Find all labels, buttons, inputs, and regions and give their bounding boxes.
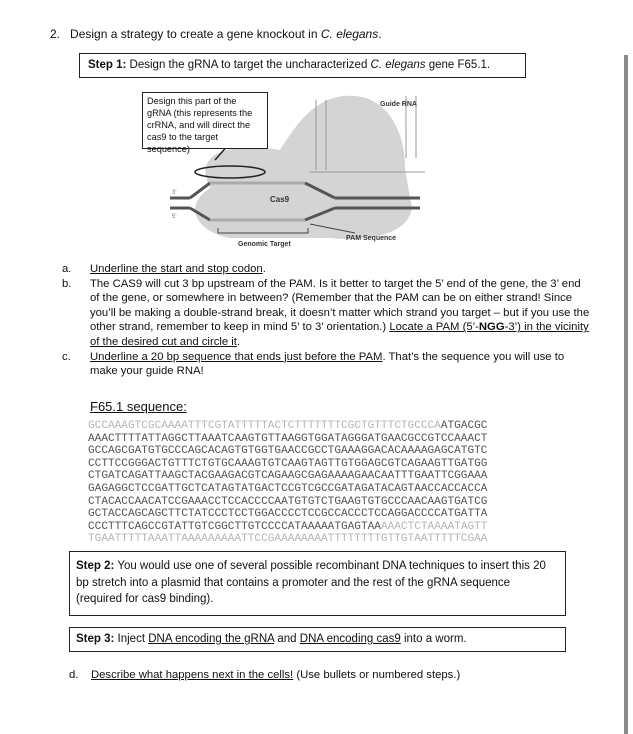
sequence-line: CTGATCAGATTAAGCTACGAAGACGTCAGAAGCGAGAAAAGAACAATTTGAATTCGGAAA (88, 470, 488, 483)
punct: . (378, 27, 382, 41)
item-c-underlined: Underline a 20 bp sequence that ends just before the PAM (90, 350, 383, 363)
cds-end: CCCTTTCAGCCGTATTGTCGGCTTGTCCCCATAAAAATGAGTAA (88, 520, 381, 533)
item-b (62, 277, 592, 350)
utr-3: AAACTCTAAAATAGTT (380, 520, 488, 533)
pam-instruction-end: -3’) in the vicinity of the desired cut and circle it (90, 321, 589, 348)
cas9-dna: DNA encoding cas9 (299, 633, 401, 645)
step2-box (69, 551, 566, 616)
scrollbar[interactable] (624, 55, 628, 734)
cas9-label: Cas9 (270, 195, 290, 204)
punct: . (262, 263, 266, 275)
pam-instruction: Locate a PAM (5’- (389, 321, 479, 334)
sequence-line: GAGAGGCTCCGATTGCTCATAGTATGACTCCGTCGCCGATAGATACAGTAACCACCACCA (88, 482, 488, 495)
pam-motif: NGG (478, 321, 505, 334)
end-label: 3' (172, 190, 177, 196)
item-d-text: (Use bullets or numbered steps.) (293, 669, 461, 681)
cds-start: ATGACGC (440, 420, 488, 432)
marker: c. (62, 350, 71, 363)
instruction-list (62, 262, 592, 379)
pam-label: PAM Sequence (346, 235, 397, 242)
organism: C. elegans (320, 27, 379, 41)
punct: . (236, 335, 241, 348)
genomic-target-label: Genomic Target (238, 241, 291, 248)
end-label: 5' (172, 214, 177, 220)
item-c-text: . That’s the sequence you will use to make your guide RNA! (90, 350, 565, 378)
step3-text: Inject (114, 633, 149, 645)
grna-dna: DNA encoding the gRNA (148, 633, 275, 645)
utr-3: TGAATTTTTAAATTAAAAAAAAATTCCGAAAAAAAATTTTTTTTGTTGTAATTTTTCGAA (88, 533, 488, 546)
sequence-heading: F65.1 sequence: (90, 399, 187, 414)
step1-box (79, 53, 526, 78)
step3-label: Step 3: (76, 633, 115, 645)
sequence-line: CTACACCAACATCCGAAACCTCCACCCCAATGTGTCTGAAGTGTGCCCAACAAGTGATCG (88, 495, 488, 508)
item-a-text: Underline the start and stop codon (90, 263, 263, 275)
step1-text: Design the gRNA to target the uncharacterized (126, 59, 371, 71)
step2-label: Step 2: (76, 560, 115, 572)
step2-text: You would use one of several possible recombinant DNA techniques to insert this 20 bp stretch into a plasmid that contains a promoter and the rest of the gRNA sequence (required for cas9 binding). (76, 560, 546, 605)
sequence-line: CCTTCCGGGACTGTTTCTGTGCAAAGTGTCAAGTAGTTGTGGAGCGTCAGAAGTTGATGG (88, 457, 488, 470)
marker: a. (62, 263, 72, 275)
item-b-text: The CAS9 will cut 3 bp upstream of the PAM. Is it better to target the 5’ end of the gene, the 3’ end of the gene, or somewhere in between? (Remember that the PAM can be on either strand! Since you’ll be making a double-strand break, it doesn’t matter which strand you target – but if you use the other strand, remember to keep in mind 5’ to 3’ orientation.) (90, 277, 590, 334)
question-heading (50, 27, 382, 41)
callout-box: Design this part of the gRNA (this represents the crRNA, and will direct the cas9 to the target sequence) (142, 92, 268, 149)
guide-rna-label: Guide RNA (380, 101, 417, 108)
utr-5: GCCAAAGTCGCAAAATTTCGTATTTTTACTCTTTTTTTCGCTGTTTCTGCCCA (88, 420, 441, 432)
step1-label: Step 1: (88, 59, 127, 71)
organism: C. elegans (370, 59, 426, 71)
step3-text: into a worm. (400, 633, 467, 645)
question-number: 2. (50, 27, 61, 41)
marker: b. (62, 277, 72, 290)
item-d-underlined: Describe what happens next in the cells! (90, 669, 294, 681)
step3-box (69, 627, 566, 652)
item-d (69, 669, 460, 681)
question-text: Design a strategy to create a gene knockout in (70, 27, 321, 41)
step3-text: and (274, 633, 300, 645)
item-c (62, 350, 592, 379)
item-a (62, 262, 592, 277)
dna-sequence (88, 420, 487, 546)
marker: d. (69, 669, 79, 681)
sequence-line: GCCAGCGATGTGCCCAGCACAGTGTGGTGAACCGCCTGAAAGGACACAAAAGAGCATGTC (88, 445, 488, 458)
sequence-line: AAACTTTTATTAGGCTTAAATCAAGTGTTAAGGTGGATAGGGATGAACGCCGTCCAAACT (88, 432, 488, 445)
step1-text-end: gene F65.1. (425, 59, 491, 71)
sequence-line: GCTACCAGCAGCTTCTATCCCTCCTGGACCCCTCCGCCACCCTCCAGGACCCCATGATTA (88, 508, 488, 521)
